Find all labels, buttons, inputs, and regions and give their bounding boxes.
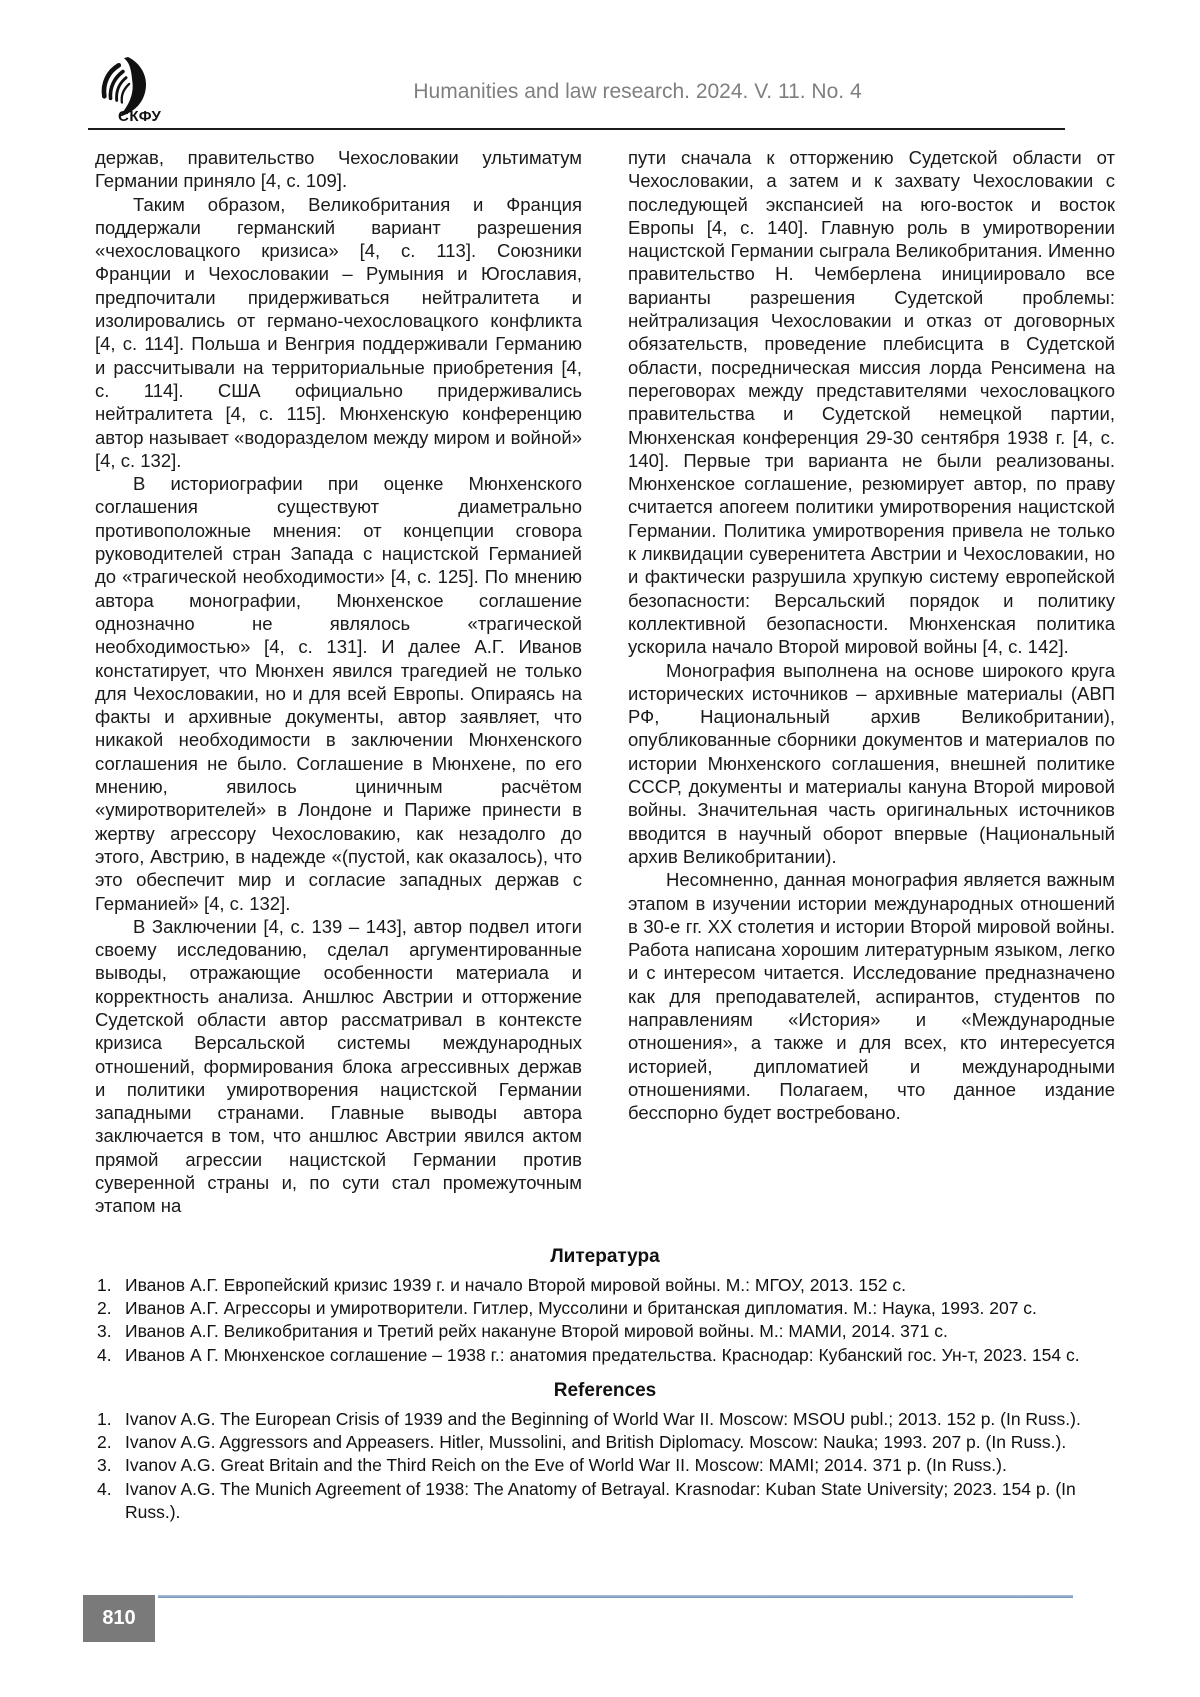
- item-number: 4.: [97, 1344, 112, 1365]
- item-text: Иванов А.Г. Европейский кризис 1939 г. и начало Второй мировой войны. М.: МГОУ, 2013. 152 с.: [125, 1275, 907, 1295]
- item-number: 2.: [97, 1298, 112, 1319]
- paragraph: держав, правительство Чехословакии ультиматум Германии приняло [4, с. 109].: [95, 147, 582, 192]
- paragraph: Таким образом, Великобритания и Франция поддержали германский вариант разрешения «чехословацкого кризиса» [4, с. 113]. Союзники Франции и Чехословакии – Румыния и Югославия, предпочитали придерживаться нейтралитета и изолировались от германо-чехословацкого конфликта [4, с. 114]. Польша и Венгрия поддерживали Германию и рассчитывали на территориальные приобретения [4, с. 114]. США официально придерживались нейтралитета [4, с. 115]. Мюнхенскую конференцию автор называет «водоразделом между миром и войной» [4, с. 132].: [95, 193, 582, 471]
- literature-list: [95, 1274, 1115, 1367]
- literature-item: [95, 1274, 1115, 1297]
- item-number: 1.: [97, 1409, 112, 1429]
- reference-item: [95, 1478, 1115, 1524]
- left-column: [95, 146, 582, 1218]
- item-number: 4.: [97, 1478, 112, 1499]
- reference-item: [95, 1408, 1115, 1431]
- literature-heading: Литература: [550, 1246, 660, 1267]
- references-section: [95, 1380, 1115, 1524]
- item-text: Иванов А.Г. Великобритания и Третий рейх накануне Второй мировой войны. М.: МАМИ, 2014. 371 с.: [125, 1321, 948, 1342]
- header-divider: [88, 128, 1065, 130]
- item-number: 3.: [97, 1321, 112, 1342]
- item-text: Ivanov A.G. The Munich Agreement of 1938: The Anatomy of Betrayal. Krasnodar: Kuban State University; 2023. 154 p. (In Russ.).: [125, 1478, 1076, 1522]
- item-number: 1.: [97, 1275, 112, 1295]
- logo-text: СКФУ: [118, 108, 162, 125]
- literature-item: [95, 1297, 1115, 1320]
- literature-item: [95, 1344, 1115, 1367]
- item-text: Ivanov A.G. Great Britain and the Third Reich on the Eve of World War II. Moscow: MAMI; 2014. 371 p. (In Russ.).: [125, 1455, 1007, 1476]
- journal-title: Humanities and law research. 2024. V. 11. No. 4: [413, 80, 862, 103]
- literature-section: [95, 1246, 1115, 1367]
- item-number: 2.: [97, 1432, 112, 1453]
- paragraph: Монография выполнена на основе широкого круга исторических источников – архивные материалы (АВП РФ, Национальный архив Великобритании), опубликованные сборники документов и материалов по истории Мюнхенского соглашения, внешней политике СССР, документы и материалы кануна Второй мировой войны. Значительная часть оригинальных источников вводится в научный оборот впервые (Национальный архив Великобритании).: [628, 659, 1115, 867]
- item-text: Ivanov A.G. The European Crisis of 1939 and the Beginning of World War II. Moscow: MSOU publ.; 2013. 152 p. (In Russ.).: [125, 1409, 1081, 1429]
- reference-item: [95, 1454, 1115, 1477]
- paragraph: В историографии при оценке Мюнхенского соглашения существуют диаметрально противоположные мнения: от концепции сговора руководителей стран Запада с нацистской Германией до «трагической необходимости» [4, с. 125]. По мнению автора монографии, Мюнхенское соглашение однозначно не являлось «трагической необходимостью» [4, с. 131]. И далее А.Г. Иванов констатирует, что Мюнхен явился трагедией не только для Чехословакии, но и для всей Европы. Опираясь на факты и архивные документы, автор заявляет, что никакой необходимости в заключении Мюнхенского соглашения не было. Соглашение в Мюнхене, по его мнению, явилось циничным расчётом «умиротворителей» в Лондоне и Париже принести в жертву агрессору Чехословакию, как незадолго до этого, Австрию, в надежде «(пустой, как оказалось), что это обеспечит мир и согласие западных держав с Германией» [4, с. 132].: [95, 473, 582, 914]
- footer-divider: [158, 1595, 1073, 1598]
- references-list: [95, 1408, 1115, 1524]
- page-number-badge: [83, 1595, 155, 1642]
- references-heading: References: [553, 1380, 657, 1401]
- reference-item: [95, 1431, 1115, 1454]
- item-text: Иванов А.Г. Агрессоры и умиротворители. Гитлер, Муссолини и британская дипломатия. М.: Наука, 1993. 207 с.: [125, 1298, 1037, 1319]
- paragraph: В Заключении [4, с. 139 – 143], автор подвел итоги своему исследованию, сделал аргументированные выводы, отражающие особенности материала и корректность анализа. Аншлюс Австрии и отторжение Судетской области автор рассматривал в контексте кризиса Версальской системы международных отношений, формирования блока агрессивных держав и политики умиротворения нацистской Германии западными странами. Главные выводы автора заключается в том, что аншлюс Австрии явился актом прямой агрессии нацистской Германии против суверенной страны и, по сути стал промежуточным этапом на: [95, 915, 582, 1217]
- page-number: 810: [102, 1607, 136, 1629]
- item-text: Иванов А Г. Мюнхенское соглашение – 1938 г.: анатомия предательства. Краснодар: Кубанский гос. Ун-т, 2023. 154 с.: [125, 1344, 1080, 1365]
- literature-item: [95, 1320, 1115, 1343]
- right-column: [628, 146, 1115, 1218]
- paragraph: Несомненно, данная монография является важным этапом в изучении истории международных отношений в 30-е гг. XX столетия и истории Второй мировой войны. Работа написана хорошим литературным языком, легко и с интересом читается. Исследование предназначено как для преподавателей, аспирантов, студентов по направлениям «История» и «Международные отношения», а также и для всех, кто интересуется историей, дипломатией и международными отношениями. Полагаем, что данное издание бесспорно будет востребовано.: [628, 869, 1115, 1124]
- article-body: [95, 146, 1115, 1218]
- paragraph: пути сначала к отторжению Судетской области от Чехословакии, а затем и к захвату Чехословакии с последующей экспансией на юго-восток и восток Европы [4, с. 140]. Главную роль в умиротворении нацистской Германии сыграла Великобритания. Именно правительство Н. Чемберлена инициировало все варианты разрешения Судетской проблемы: нейтрализация Чехословакии и отказ от договорных обязательств, проведение плебисцита в Судетской области, посредническая миссия лорда Ренсимена на переговорах между представителями чехословацкого правительства и Судетской немецкой партии, Мюнхенская конференция 29-30 сентября 1938 г. [4, с. 140]. Первые три варианта не были реализованы. Мюнхенское соглашение, резюмирует автор, по праву считается апогеем политики умиротворения нацистской Германии. Политика умиротворения привела не только к ликвидации суверенитета Австрии и Чехословакии, но и фактически разрушила хрупкую систему европейской безопасности: Версальский порядок и политику коллективной безопасности. Мюнхенская политика ускорила начало Второй мировой войны [4, с. 142].: [628, 147, 1115, 658]
- item-number: 3.: [97, 1455, 112, 1476]
- item-text: Ivanov A.G. Aggressors and Appeasers. Hitler, Mussolini, and British Diplomacy. Moscow: Nauka; 1993. 207 p. (In Russ.).: [125, 1432, 1067, 1453]
